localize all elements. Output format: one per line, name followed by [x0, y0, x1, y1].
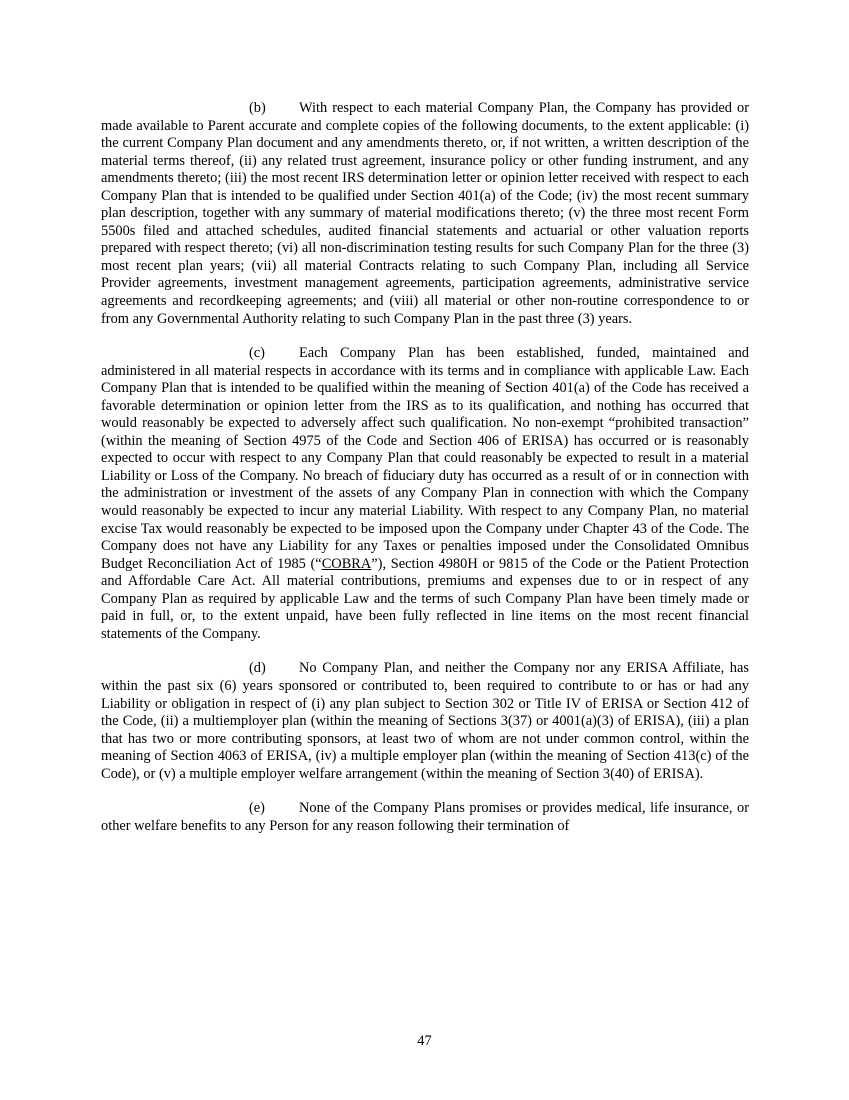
paragraph-marker: (e): [249, 800, 265, 817]
paragraph-marker: (b): [249, 100, 266, 116]
document-page: [101, 100, 749, 852]
paragraph-e: [101, 800, 749, 835]
paragraph-c: [101, 345, 749, 643]
paragraph-text: None of the Company Plans promises or provides medical, life insurance, or other welfare benefits to any Person for any reason following their termination of: [101, 800, 749, 834]
paragraph-marker: (d): [249, 660, 266, 677]
paragraph-text: No Company Plan, and neither the Company nor any ERISA Affiliate, has within the past six (6) years sponsored or contributed to, been required to contribute to or has or had any Liability or obligation in respect of (i) any plan subject to Section 302 or Title IV of ERISA or Section 412 of the Code, (ii) a multiemployer plan (within the meaning of Sections 3(37) or 4001(a)(3) of ERISA), (iii) a plan that has two or more contributing sponsors, at least two of whom are not under common control, within the meaning of Section 4063 of ERISA, (iv) a multiple employer plan (within the meaning of Section 413(c) of the Code), or (v) a multiple employer welfare arrangement (within the meaning of Section 3(40) of ERISA).: [101, 660, 749, 782]
defined-term: COBRA: [321, 555, 372, 572]
paragraph-d: [101, 660, 749, 783]
paragraph-text-continued: ”), Section 4980H or 9815 of the Code or the Patient Protection and Affordable Care Act. All material contributions, premiums and expenses due to or in respect of any Company Plan as required by applicable Law and the terms of such Company Plan have been timely made or paid in full, or, to the extent unpaid, have been fully reflected in line items on the most recent financial statements of the Company.: [101, 555, 749, 642]
paragraph-text: Each Company Plan has been established, funded, maintained and administered in all material respects in accordance with its terms and in compliance with applicable Law. Each Company Plan that is intended to be qualified within the meaning of Section 401(a) of the Code has received a favorable determination or opinion letter from the IRS as to its qualification, and nothing has occurred that would reasonably be expected to adversely affect such qualification. No non-exempt “prohibited transaction” (within the meaning of Section 4975 of the Code and Section 406 of ERISA) has occurred or is reasonably expected to occur with respect to any Company Plan that could reasonably be expected to result in a material Liability or Loss of the Company. No breach of fiduciary duty has occurred as a result of or in connection with the administration or investment of the assets of any Company Plan in connection with which the Company would reasonably be expected to incur any material Liability. With respect to any Company Plan, no material excise Tax would reasonably be expected to be imposed upon the Company under Chapter 43 of the Code. The Company does not have any Liability for any Taxes or penalties imposed under the Consolidated Omnibus Budget Reconciliation Act of 1985 (“: [101, 345, 749, 572]
paragraph-text: With respect to each material Company Plan, the Company has provided or made available to Parent accurate and complete copies of the following documents, to the extent applicable: (i) the current Company Plan document and any amendments thereto, or, if not written, a written description of the material terms thereof, (ii) any related trust agreement, insurance policy or other funding instrument, and any amendments thereto; (iii) the most recent IRS determination letter or opinion letter received with respect to each Company Plan that is intended to be qualified under Section 401(a) of the Code; (iv) the most recent summary plan description, together with any summary of material modifications thereto; (v) the three most recent Form 5500s filed and attached schedules, audited financial statements and actuarial or other valuation reports prepared with respect thereto; (vi) all non-discrimination testing results for such Company Plan for the three (3) most recent plan years; (vii) all material Contracts relating to such Company Plan, including all Service Provider agreements, investment management agreements, participation agreements, administrative service agreements and recordkeeping agreements; and (viii) all material or other non-routine correspondence to or from any Governmental Authority relating to such Company Plan in the past three (3) years.: [101, 100, 749, 327]
paragraph-b: [101, 100, 749, 328]
page-number: 47: [417, 1033, 432, 1049]
paragraph-marker: (c): [249, 345, 265, 362]
